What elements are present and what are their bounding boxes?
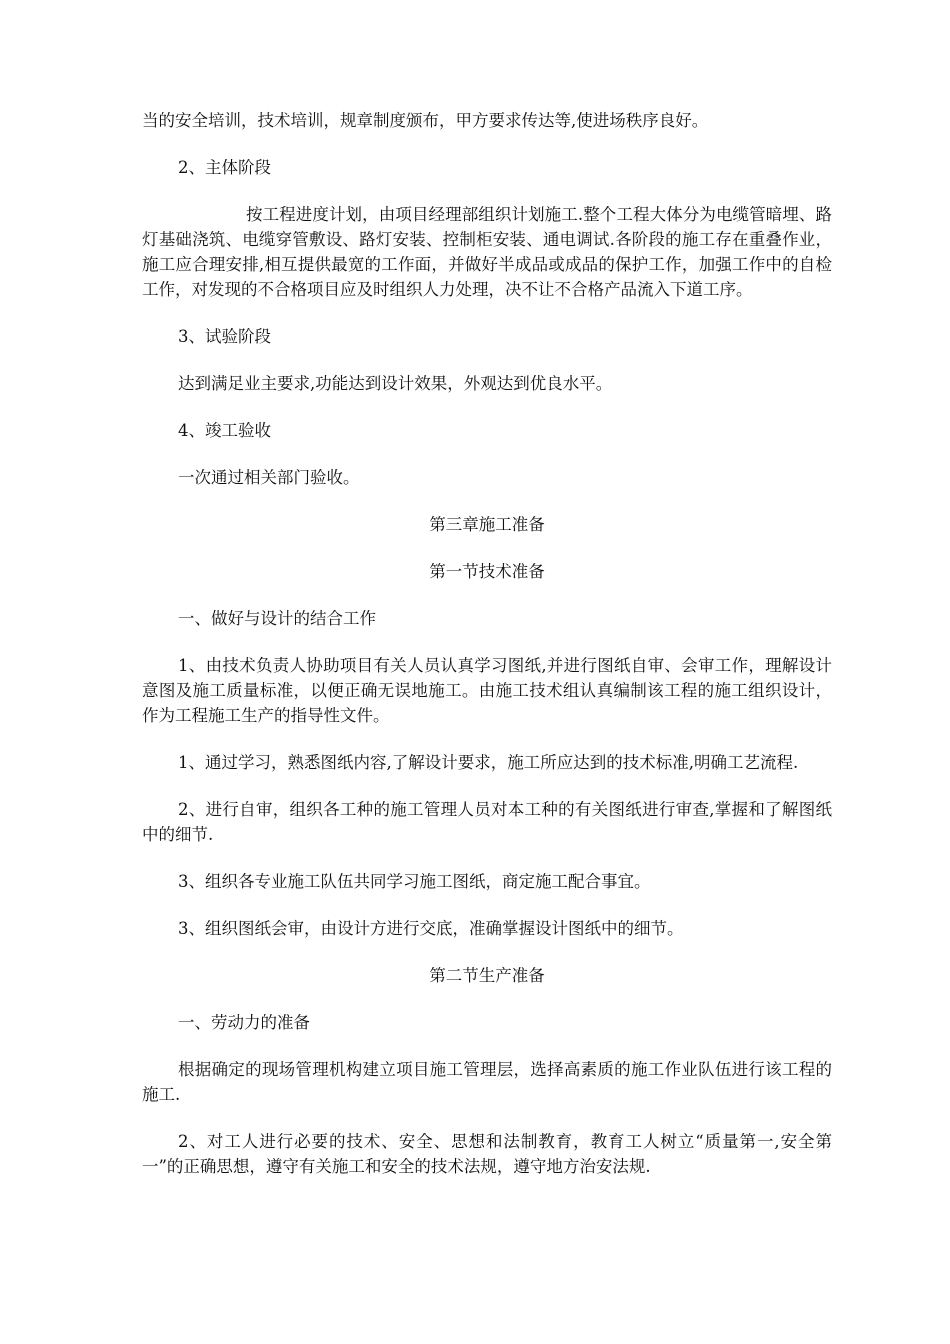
chapter-title: 第三章施工准备 bbox=[429, 515, 545, 534]
paragraph-joint-study: 3、组织各专业施工队伍共同学习施工图纸，商定施工配合事宜。 bbox=[178, 872, 651, 891]
document-body bbox=[142, 108, 832, 1201]
paragraph-self-review: 2、进行自审，组织各工种的施工管理人员对本工种的有关图纸进行审查,掌握和了解图纸中的细节. bbox=[142, 800, 832, 844]
paragraph-drawing-review: 3、组织图纸会审，由设计方进行交底，准确掌握设计图纸中的细节。 bbox=[178, 919, 684, 938]
heading-main-stage: 2、主体阶段 bbox=[178, 158, 271, 177]
paragraph-management-team: 根据确定的现场管理机构建立项目施工管理层，选择高素质的施工作业队伍进行该工程的施工. bbox=[142, 1060, 832, 1104]
subheading-design-coordination: 一、做好与设计的结合工作 bbox=[178, 609, 376, 628]
paragraph-learning: 1、通过学习，熟悉图纸内容,了解设计要求，施工所应达到的技术标准,明确工艺流程. bbox=[178, 753, 799, 772]
paragraph-worker-education: 2、对工人进行必要的技术、安全、思想和法制教育，教育工人树立“质量第一,安全第一”的正确思想，遵守有关施工和安全的技术法规，遵守地方治安法规. bbox=[142, 1132, 832, 1176]
paragraph-test-stage: 达到满足业主要求,功能达到设计效果，外观达到优良水平。 bbox=[178, 374, 613, 393]
section-title-production: 第二节生产准备 bbox=[429, 966, 545, 985]
section-title-technical: 第一节技术准备 bbox=[429, 562, 545, 581]
paragraph-drawing-study: 1、由技术负责人协助项目有关人员认真学习图纸,并进行图纸自审、会审工作，理解设计意图及施工质量标准，以便正确无误地施工。由施工技术组认真编制该工程的施工组织设计，作为工程施工生产的指导性文件。 bbox=[142, 656, 832, 725]
heading-test-stage: 3、试验阶段 bbox=[178, 327, 271, 346]
paragraph-main-stage: 按工程进度计划，由项目经理部组织计划施工.整个工程大体分为电缆管暗埋、路灯基础浇筑、电缆穿管敷设、路灯安装、控制柜安装、通电调试.各阶段的施工存在重叠作业，施工应合理安排,相互提供最宽的工作面，并做好半成品或成品的保护工作，加强工作中的自检工作，对发现的不合格项目应及时组织人力处理，决不让不合格产品流入下道工序。 bbox=[142, 205, 832, 299]
heading-completion-acceptance: 4、竣工验收 bbox=[178, 421, 271, 440]
subheading-labor-preparation: 一、劳动力的准备 bbox=[178, 1013, 310, 1032]
paragraph-completion-acceptance: 一次通过相关部门验收。 bbox=[178, 468, 360, 487]
paragraph-safety-training: 当的安全培训，技术培训，规章制度颁布，甲方要求传达等,使进场秩序良好。 bbox=[142, 111, 709, 130]
